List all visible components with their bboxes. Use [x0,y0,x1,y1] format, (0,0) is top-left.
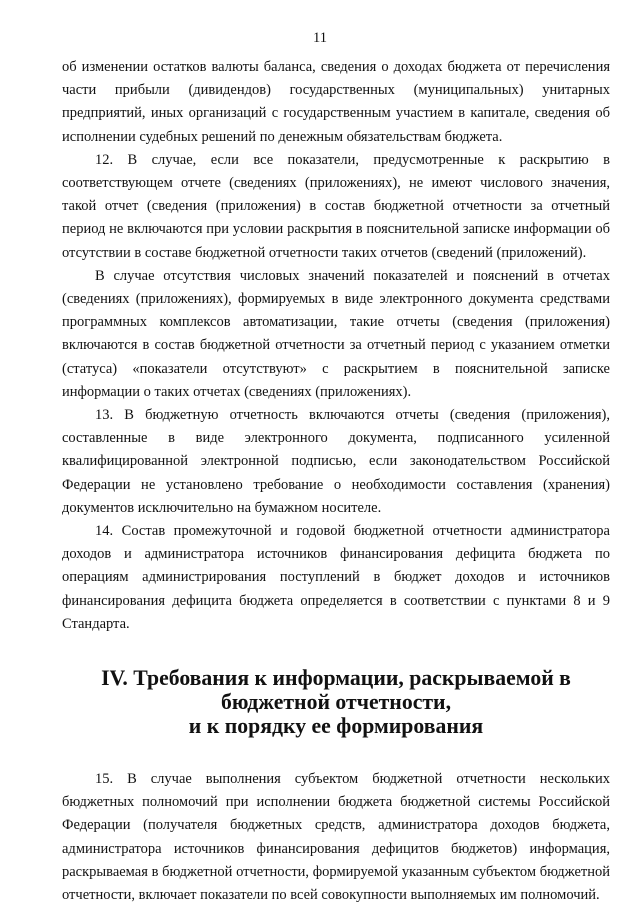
page-number: 11 [313,30,327,46]
paragraph-14: 14. Состав промежуточной и годовой бюджетной отчетности администратора доходов и администратора источников финансирования дефицита бюджета по операциям администрирования поступлений в бюджет доходов и источников финансирования дефицита бюджета определяется в соответствии с пунктами 8 и 9 Стандарта. [62,523,610,632]
section-heading-line-2: и к порядку ее формирования [188,714,484,739]
section-heading [62,666,610,738]
paragraph-continued: об изменении остатков валюты баланса, сведения о доходах бюджета от перечисления части прибыли (дивидендов) государственных (муниципальных) унитарных предприятий, иных организаций с государственным участием в капитале, сведения об исполнении судебных решений по денежным обязательствам бюджета. [62,59,610,145]
section-heading-line-1: IV. Требования к информации, раскрываемой в бюджетной отчетности, [101,666,571,715]
document-body [62,56,610,907]
paragraph-13: 13. В бюджетную отчетность включаются отчеты (сведения (приложения), составленные в виде электронного документа, подписанного усиленной квалифицированной электронной подписью, если законодательством Российской Федерации не установлено требование о необходимости составления (хранения) документов исключительно на бумажном носителе. [62,407,610,516]
paragraph-12: 12. В случае, если все показатели, предусмотренные к раскрытию в соответствующем отчете (сведениях (приложениях), не имеют числового значения, такой отчет (сведения (приложения) в состав бюджетной отчетности за отчетный период не включаются при условии раскрытия в пояснительной записке информации об отсутствии в составе бюджетной отчетности таких отчетов (сведений (приложений). [62,151,610,261]
paragraph-12-continued: В случае отсутствия числовых значений показателей и пояснений в отчетах (сведениях (приложениях), формируемых в виде электронного документа средствами программных комплексов автоматизации, такие отчеты (сведения (приложения) включаются в состав бюджетной отчетности за отчетный период с указанием отметки (статуса) «показатели отсутствуют» с раскрытием в пояснительной записке информации о таких отчетах (сведениях (приложениях). [62,267,610,400]
paragraph-15: 15. В случае выполнения субъектом бюджетной отчетности нескольких бюджетных полномочий при исполнении бюджета бюджетной системы Российской Федерации (получателя бюджетных средств, администратора доходов бюджета, администратора источников финансирования дефицитов бюджетов) информация, раскрываемая в бюджетной отчетности, формируемой указанным субъектом бюджетной отчетности, включает показатели по всей совокупности выполняемых им полномочий. [62,771,610,904]
